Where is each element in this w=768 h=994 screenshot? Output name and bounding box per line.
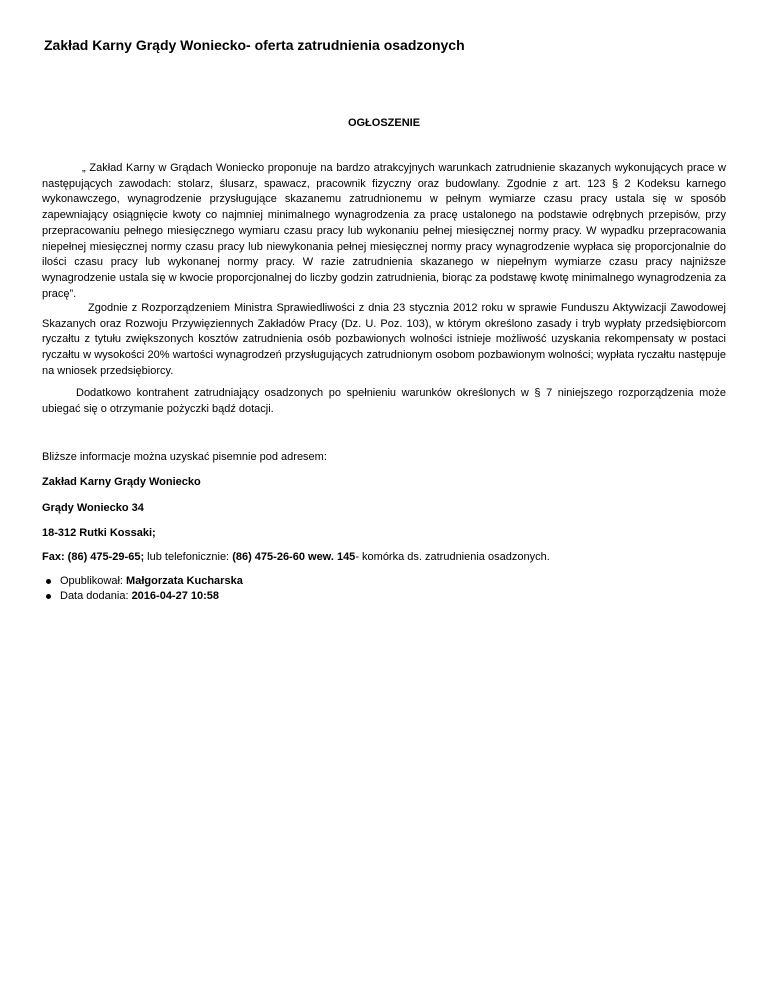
- fax-number: Fax: (86) 475-29-65;: [42, 551, 145, 563]
- address-city: 18-312 Rutki Kossaki;: [42, 527, 156, 539]
- paragraph-loan: Dodatkowo kontrahent zatrudniający osadzonych po spełnieniu warunków określonych w § 7 niniejszego rozporządzenia może ubiegać się o otrzymanie pożyczki bądź dotacji.: [42, 387, 726, 415]
- phone-prefix: lub telefonicznie:: [147, 551, 230, 563]
- meta-date: [42, 589, 243, 604]
- paragraph-regulation: Zgodnie z Rozporządzeniem Ministra Sprawiedliwości z dnia 23 stycznia 2012 roku w sprawie Funduszu Aktywizacji Zawodowej Skazanych oraz Rozwoju Przywięziennych Zakładów Pracy (Dz. U. Poz. 103), w którym określono zasady i tryb wypłaty przedsiębiorcom ryczałtu z tytułu zwiększonych kosztów zatrudnienia osób pozbawionych wolności istnieje możliwość uzyskania rekompensaty w postaci ryczałtu w wysokości 20% wartości wynagrodzeń przysługujących zatrudnionym osobom pozbawionym wolności; wypłata ryczałtu następuje na wniosek przedsiębiorcy.: [42, 302, 726, 377]
- meta-list: [42, 574, 243, 604]
- author-label: Opublikował:: [60, 575, 123, 587]
- address-name: Zakład Karny Grądy Woniecko: [42, 476, 201, 488]
- info-text: Bliższe informacje można uzyskać pisemnie pod adresem:: [42, 451, 327, 463]
- department-text: - komórka ds. zatrudnienia osadzonych.: [355, 551, 550, 563]
- paragraph-offer: „ Zakład Karny w Grądach Woniecko proponuje na bardzo atrakcyjnych warunkach zatrudnienie skazanych wykonujących prace w następujących zawodach: stolarz, ślusarz, spawacz, pracownik fizyczny oraz budowlany. Zgodnie z art. 123 § 2 Kodeksu karnego wykonawczego, wynagrodzenie przysługujące skazanemu zatrudnionemu w pełnym wymiarze czasu pracy ustala się w sposób zapewniający osiągnięcie kwoty co najmniej minimalnego wynagrodzenia za pracę ustalonego na podstawie odrębnych przepisów, przy przepracowaniu pełnego miesięcznego wymiaru czasu pracy lub wykonaniu pełnej miesięcznej normy pracy. W wypadku przepracowania niepełnej miesięcznej normy czasu pracy lub niewykonania pełnej miesięcznej normy pracy wynagrodzenie wypłaca się proporcjonalnie do ilości czasu pracy lub wykonanej normy pracy. W razie zatrudnienia skazanego w niepełnym wymiarze czasu pracy najniższe wynagrodzenie ustala się w kwocie proporcjonalnej do liczby godzin zatrudnienia, biorąc za podstawę kwotę minimalnego wynagrodzenia za pracę”.: [42, 162, 726, 300]
- announcement-heading: OGŁOSZENIE: [347, 117, 421, 129]
- address-street: Grądy Woniecko 34: [42, 502, 144, 514]
- phone-number: (86) 475-26-60 wew. 145: [232, 551, 356, 563]
- contact-line: [42, 550, 550, 564]
- page-title: Zakład Karny Grądy Woniecko- oferta zatrudnienia osadzonych: [44, 37, 465, 53]
- date-label: Data dodania:: [60, 590, 129, 602]
- author-name: Małgorzata Kucharska: [126, 575, 243, 587]
- date-value: 2016-04-27 10:58: [131, 590, 220, 602]
- meta-author: [42, 574, 243, 589]
